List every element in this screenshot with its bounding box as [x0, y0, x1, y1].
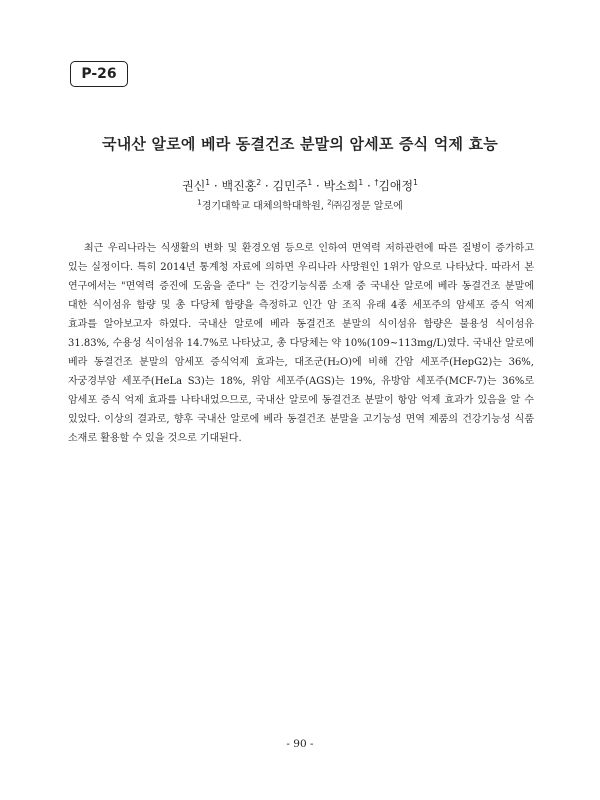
page-number: - 90 - [286, 738, 314, 750]
page-tag: P-26 [70, 61, 128, 87]
affiliation: $^2$㈜김정문 알로에 [327, 198, 403, 212]
author: 김민주$^1$ [272, 178, 313, 193]
author: 권신$^1$ [182, 178, 211, 193]
abstract-body: 최근 우리나라는 식생활의 변화 및 환경오염 등으로 인하여 면역력 저하관련에 따른 질병이 증가하고 있는 실정이다. 특히 2014년 통계청 자료에 의하면 우리나라 사망원인 1위가 암으로 나타났다. 따라서 본 연구에서는 "면역력 증진에 도움을 준다" 는 건강기능식품 소재 중 국내산 알로에 베라 동결건조 분말에 대한 식이섬유 함량 및 총 다당체 함량을 측정하고 인간 암 조직 유래 4종 세포주의 암세포 증식 억제 효과를 알아보고자 하였다. 국내산 알로에 베라 동결건조 분말의 식이섬유 함량은 불용성 식이섬유 31.83%, 수용성 식이섬유 14.7%로 나타났고, 총 다당체는 약 10%(109∼113mg/L)였다. 국내산 알로에 베라 동결건조 분말의 암세포 증식억제 효과는, 대조군(H₂O)에 비해 간암 세포주(HepG2)는 36%, 자궁경부암 세포주(HeLa S3)는 18%, 위암 세포주(AGS)는 19%, 유방암 세포주(MCF-7)는 36%로 암세포 증식 억제 효과를 나타내었으므로, 국내산 알로에 동결건조 분말이 항암 억제 효과가 있음을 알 수 있었다. 이상의 결과로, 향후 국내산 알로에 베라 동결건조 분말을 고기능성 면역 제품의 건강기능성 식품 소재로 활용할 수 있을 것으로 기대된다. [68, 243, 534, 444]
author-separator: · [312, 179, 324, 193]
affiliations [0, 197, 600, 212]
author: †김애정$^1$ [374, 178, 418, 193]
author-separator: · [363, 179, 375, 193]
author-list [0, 177, 600, 194]
author: 박소희$^1$ [323, 178, 364, 193]
author: 백진홍$^2$ [221, 178, 262, 193]
author-separator: · [210, 179, 222, 193]
author-separator: · [261, 179, 273, 193]
affiliation: $^1$경기대학교 대체의학대학원, [197, 198, 324, 212]
paper-title: 국내산 알로에 베라 동결건조 분말의 암세포 증식 억제 효능 [102, 135, 498, 153]
